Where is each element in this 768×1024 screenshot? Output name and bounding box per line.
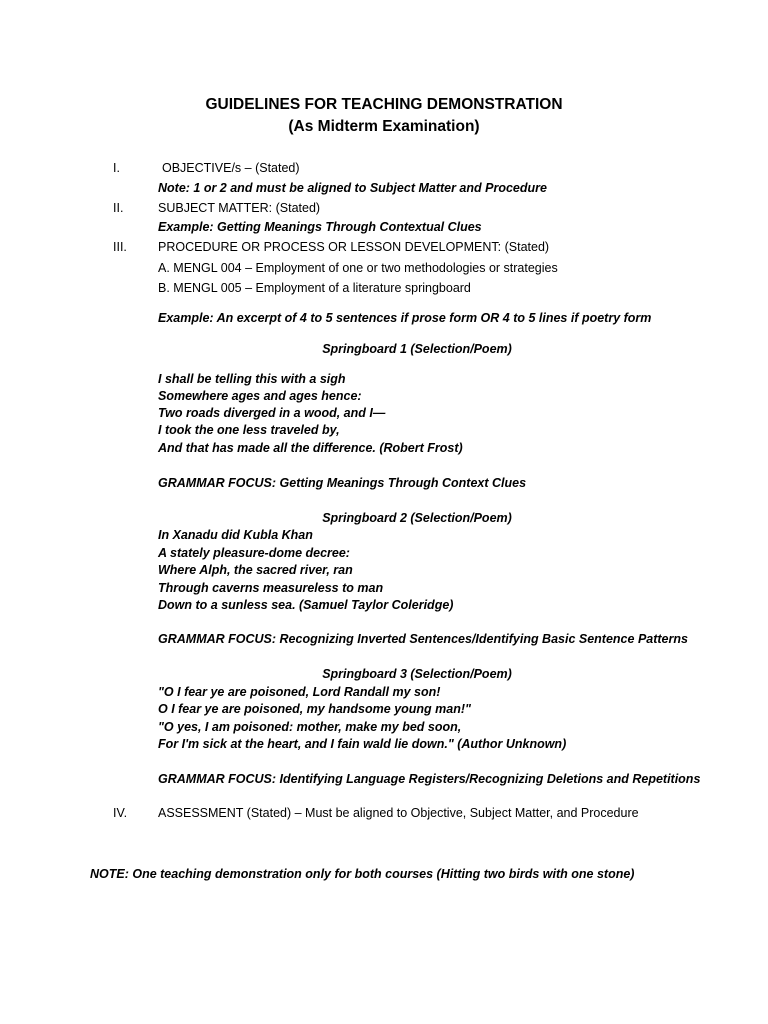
section-3-heading: PROCEDURE OR PROCESS OR LESSON DEVELOPMENT: (Stated) bbox=[158, 240, 550, 254]
springboard-3-line: "O yes, I am poisoned: mother, make my bed soon, bbox=[158, 720, 462, 734]
springboard-1-grammar-focus: GRAMMAR FOCUS: Getting Meanings Through Context Clues bbox=[158, 476, 527, 490]
springboard-1-line: And that has made all the difference. (Robert Frost) bbox=[158, 441, 463, 455]
springboard-1-line: Two roads diverged in a wood, and I— bbox=[158, 406, 386, 420]
section-2-heading: SUBJECT MATTER: (Stated) bbox=[158, 201, 321, 215]
springboard-3-grammar-focus: GRAMMAR FOCUS: Identifying Language Registers/Recognizing Deletions and Repetitions bbox=[158, 772, 701, 786]
section-3-example: Example: An excerpt of 4 to 5 sentences if prose form OR 4 to 5 lines if poetry form bbox=[158, 311, 652, 325]
document-title: GUIDELINES FOR TEACHING DEMONSTRATION bbox=[205, 96, 563, 113]
document-subtitle: (As Midterm Examination) bbox=[288, 118, 480, 135]
springboard-2-grammar-focus: GRAMMAR FOCUS: Recognizing Inverted Sentences/Identifying Basic Sentence Patterns bbox=[158, 632, 688, 646]
springboard-1-heading: Springboard 1 (Selection/Poem) bbox=[322, 342, 512, 356]
springboard-2-line: Down to a sunless sea. (Samuel Taylor Coleridge) bbox=[158, 598, 454, 612]
section-1-heading: OBJECTIVE/s – (Stated) bbox=[162, 161, 300, 175]
springboard-2-line: Where Alph, the sacred river, ran bbox=[158, 563, 353, 577]
section-1-note: Note: 1 or 2 and must be aligned to Subject Matter and Procedure bbox=[158, 181, 547, 195]
springboard-1-line: Somewhere ages and ages hence: bbox=[158, 389, 362, 403]
section-4-heading: ASSESSMENT (Stated) – Must be aligned to Objective, Subject Matter, and Procedure bbox=[158, 806, 639, 820]
springboard-2-line: A stately pleasure-dome decree: bbox=[158, 546, 350, 560]
section-3-item-b: B. MENGL 005 – Employment of a literature springboard bbox=[158, 281, 471, 295]
section-3-number: III. bbox=[113, 240, 127, 254]
springboard-3-line: For I'm sick at the heart, and I fain wald lie down." (Author Unknown) bbox=[158, 737, 567, 751]
springboard-1-line: I took the one less traveled by, bbox=[158, 423, 340, 437]
springboard-2-line: Through caverns measureless to man bbox=[158, 581, 384, 595]
springboard-3-line: "O I fear ye are poisoned, Lord Randall my son! bbox=[158, 685, 441, 699]
final-note: NOTE: One teaching demonstration only for both courses (Hitting two birds with one stone) bbox=[90, 867, 635, 881]
springboard-2-heading: Springboard 2 (Selection/Poem) bbox=[322, 511, 512, 525]
section-2-example: Example: Getting Meanings Through Contextual Clues bbox=[158, 220, 482, 234]
springboard-1-line: I shall be telling this with a sigh bbox=[158, 372, 346, 386]
section-2-number: II. bbox=[113, 201, 124, 215]
springboard-3-line: O I fear ye are poisoned, my handsome young man!" bbox=[158, 702, 471, 716]
section-1-number: I. bbox=[113, 161, 120, 175]
springboard-2-line: In Xanadu did Kubla Khan bbox=[158, 528, 313, 542]
section-4-number: IV. bbox=[113, 806, 128, 820]
section-3-item-a: A. MENGL 004 – Employment of one or two methodologies or strategies bbox=[158, 261, 558, 275]
springboard-3-heading: Springboard 3 (Selection/Poem) bbox=[322, 667, 512, 681]
